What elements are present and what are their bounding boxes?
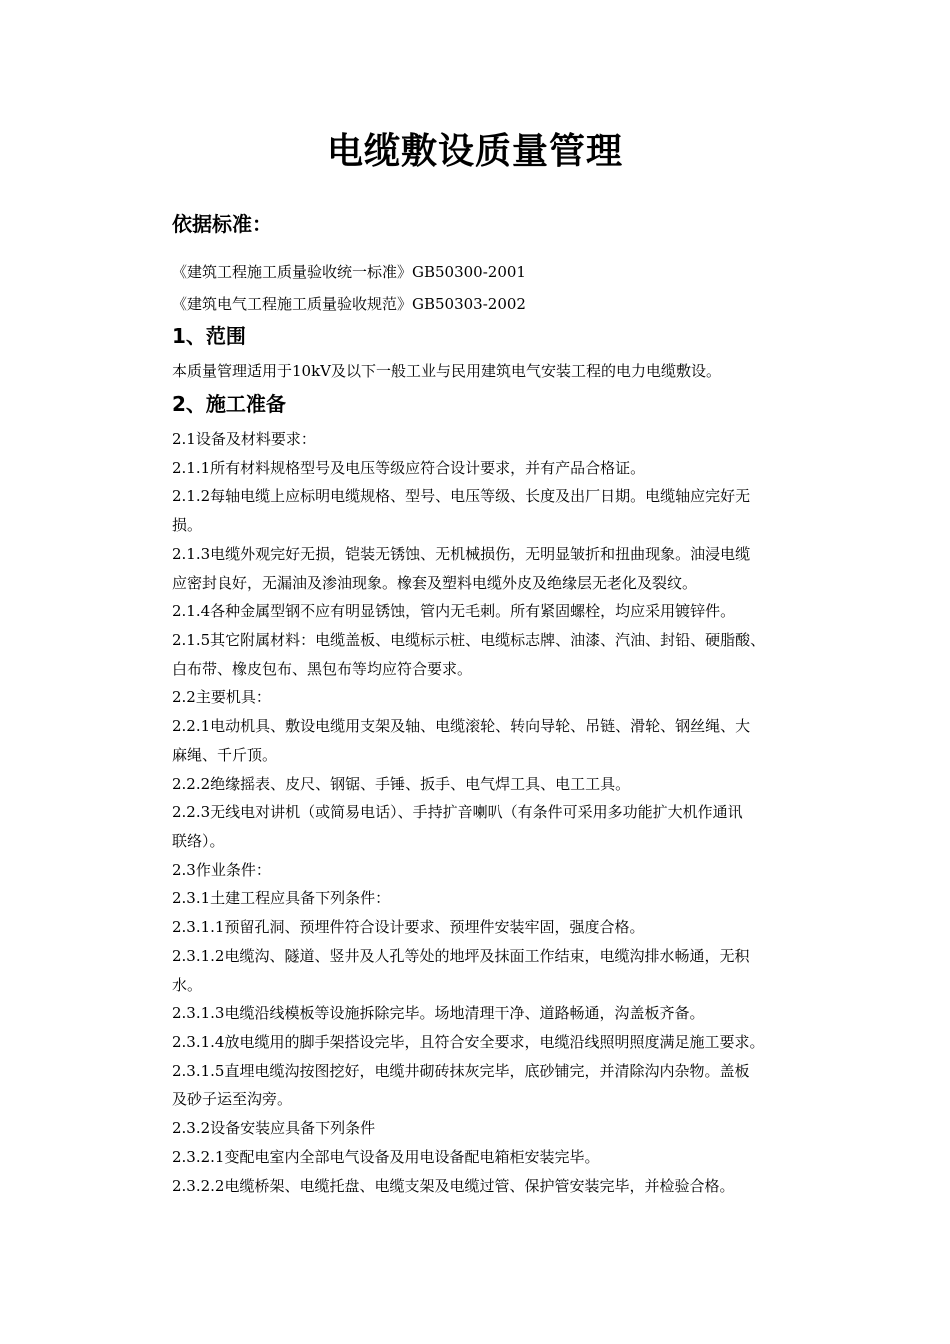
scope-heading: 1、范围 [172,324,246,348]
text-line: 2.2.2绝缘摇表、皮尺、钢锯、手锤、扳手、电气焊工具、电工工具。 [172,775,631,793]
text-line: 2.3.1.2电缆沟、隧道、竖井及人孔等处的地坪及抹面工作结束，电缆沟排水畅通，无积 [172,947,750,965]
text-line: 2.1.2每轴电缆上应标明电缆规格、型号、电压等级、长度及出厂日期。电缆轴应完好无 [172,487,751,505]
standard-ref: 《建筑工程施工质量验收统一标准》GB50300-2001 [172,263,526,281]
text-line: 2.3作业条件： [172,861,271,879]
text-line: 2.2主要机具： [172,688,271,706]
scope-text: 本质量管理适用于10kV及以下一般工业与民用建筑电气安装工程的电力电缆敷设。 [172,362,722,380]
preparation-heading: 2、施工准备 [172,392,286,416]
standard-ref: 《建筑电气工程施工质量验收规范》GB50303-2002 [172,295,526,313]
text-line: 2.3.2.2电缆桥架、电缆托盘、电缆支架及电缆过管、保护管安装完毕，并检验合格。 [172,1177,735,1195]
text-line: 及砂子运至沟旁。 [172,1090,293,1108]
page-title: 电缆敷设质量管理 [326,131,623,172]
text-line: 麻绳、千斤顶。 [172,746,278,764]
text-line: 2.1设备及材料要求： [172,430,316,448]
text-line: 白布带、橡皮包布、黑包布等均应符合要求。 [172,660,473,678]
text-line: 应密封良好，无漏油及渗油现象。橡套及塑料电缆外皮及绝缘层无老化及裂纹。 [172,574,698,592]
text-line: 2.2.1电动机具、敷设电缆用支架及轴、电缆滚轮、转向导轮、吊链、滑轮、钢丝绳、大 [172,717,751,735]
text-line: 2.3.2.1变配电室内全部电气设备及用电设备配电箱柜安装完毕。 [172,1148,600,1166]
text-line: 2.3.1.4放电缆用的脚手架搭设完毕，且符合安全要求，电缆沿线照明照度满足施工要求。 [172,1033,765,1051]
text-line: 联络）。 [172,832,225,850]
text-line: 2.3.2设备安装应具备下列条件 [172,1119,376,1137]
text-line: 2.3.1土建工程应具备下列条件： [172,889,391,907]
text-line: 2.3.1.5直埋电缆沟按图挖好，电缆井砌砖抹灰完毕，底砂铺完，并清除沟内杂物。盖板 [172,1062,750,1080]
text-line: 2.1.3电缆外观完好无损，铠装无锈蚀、无机械损伤，无明显皱折和扭曲现象。油浸电缆 [172,545,751,563]
text-line: 损。 [172,516,203,534]
text-line: 水。 [172,976,203,994]
basis-heading: 依据标准： [172,212,272,236]
text-line: 2.3.1.3电缆沿线模板等设施拆除完毕。场地清理干净、道路畅通，沟盖板齐备。 [172,1004,705,1022]
text-line: 2.1.5其它附属材料：电缆盖板、电缆标示桩、电缆标志牌、油漆、汽油、封铅、硬脂酸、 [172,631,766,649]
text-line: 2.1.4各种金属型钢不应有明显锈蚀，管内无毛刺。所有紧固螺栓，均应采用镀锌件。 [172,602,736,620]
text-line: 2.1.1所有材料规格型号及电压等级应符合设计要求，并有产品合格证。 [172,459,646,477]
text-line: 2.3.1.1预留孔洞、预埋件符合设计要求、预埋件安装牢固，强度合格。 [172,918,645,936]
text-line: 2.2.3无线电对讲机（或简易电话）、手持扩音喇叭（有条件可采用多功能扩大机作通讯 [172,803,743,821]
